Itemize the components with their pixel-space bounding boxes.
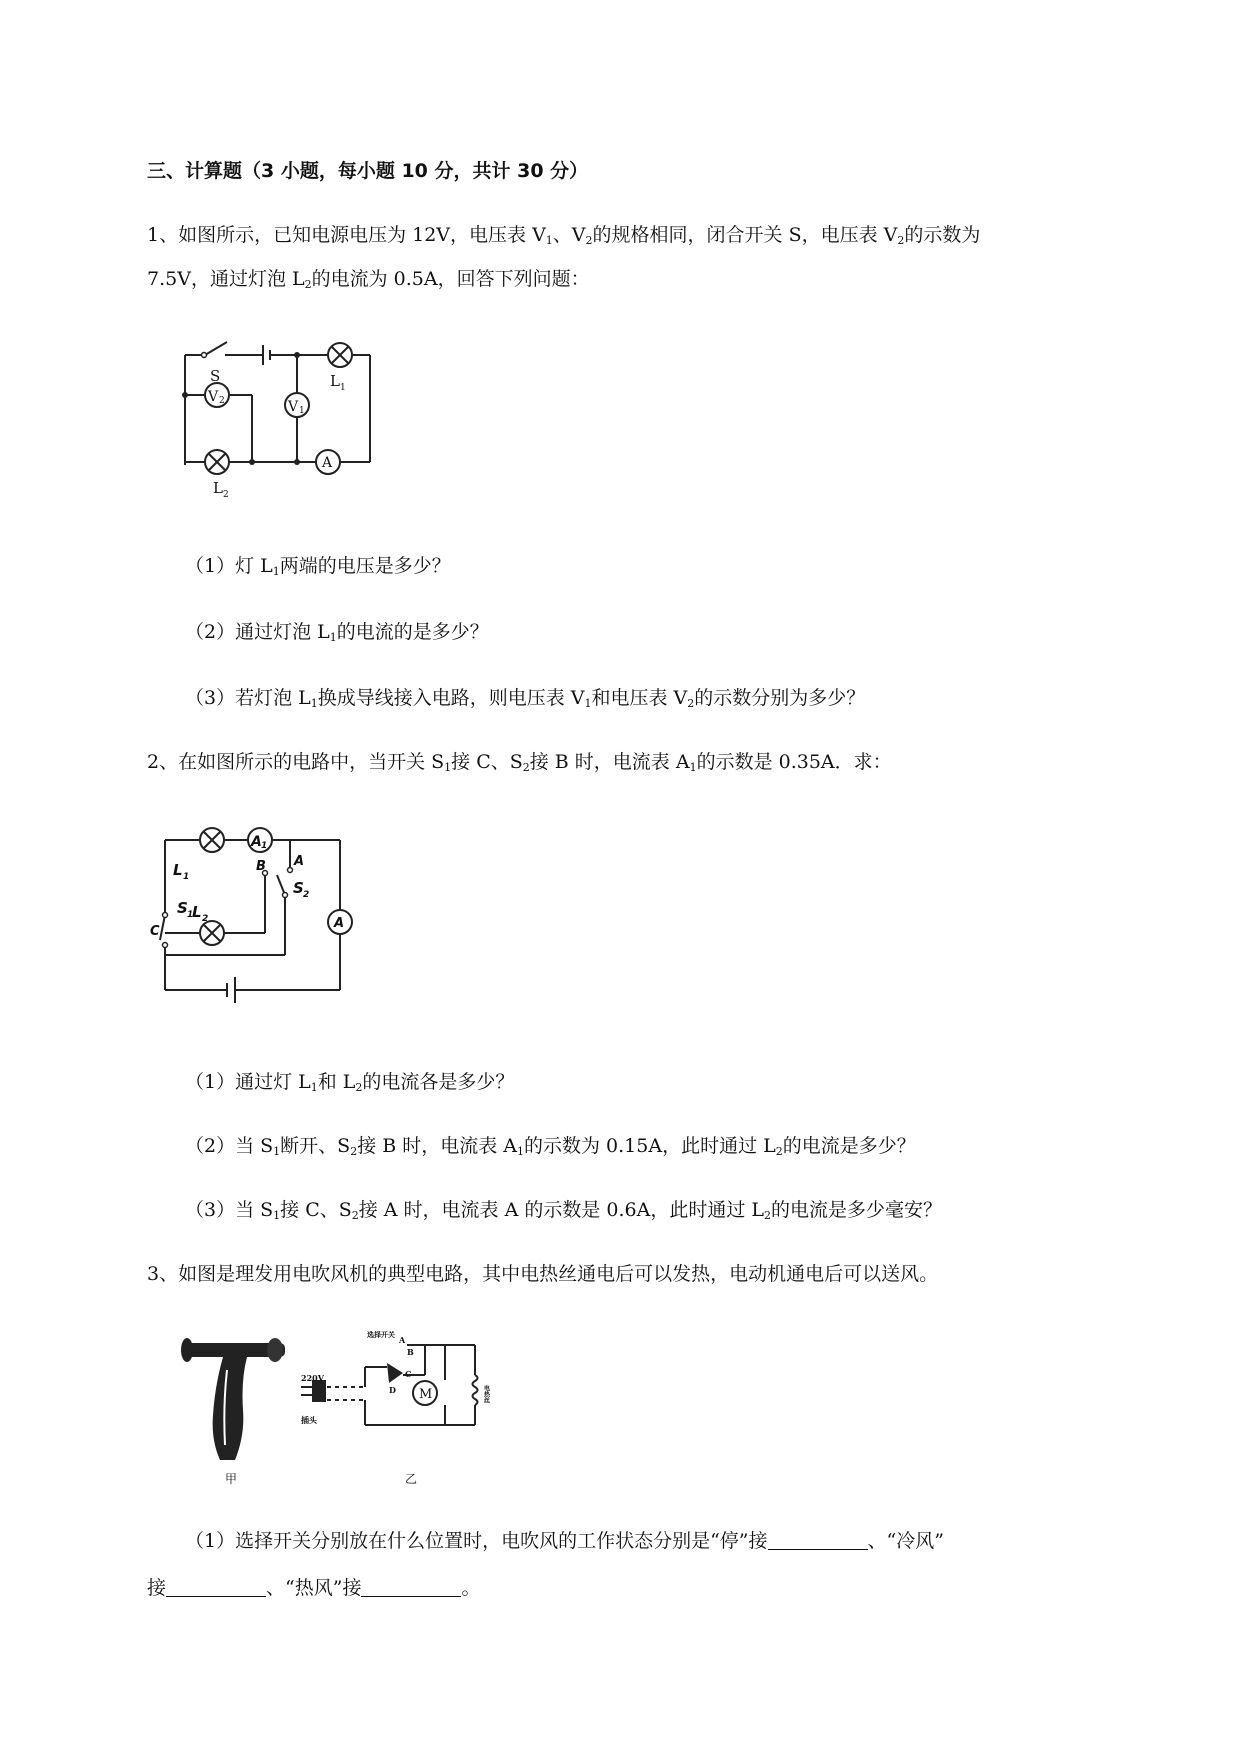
q3-part1-line1: （1）选择开关分别放在什么位置时，电吹风的工作状态分别是“停”接 、“冷风” bbox=[185, 1530, 944, 1552]
q3-part1-line2: 接 、“热风”接 。 bbox=[147, 1577, 481, 1599]
lamp-l2-icon bbox=[200, 921, 224, 945]
answer-blank-stop[interactable] bbox=[768, 1531, 868, 1550]
switch-label: 选择开关 bbox=[367, 1330, 395, 1339]
a1-label: A bbox=[251, 834, 262, 850]
l2-label: L bbox=[192, 903, 202, 921]
q2-circuit-diagram bbox=[150, 815, 360, 1015]
a-label: A bbox=[334, 916, 345, 931]
section-heading: 三、计算题（3 小题，每小题 10 分，共计 30 分） bbox=[147, 160, 589, 182]
caption-yi: 乙 bbox=[405, 1472, 418, 1485]
v2-label: V bbox=[208, 389, 219, 405]
svg-text:B: B bbox=[407, 1347, 414, 1357]
q1-part1: （1）灯 $L_1$两端的电压是多少？ bbox=[185, 555, 451, 578]
svg-text:C: C bbox=[405, 1369, 412, 1379]
lamp-l1-icon bbox=[328, 343, 352, 367]
svg-text:1: 1 bbox=[340, 383, 346, 393]
q2-part3: （3）当 $S_1$接 C、$S_2$接 A 时，电流表 A 的示数是 0.6A，此时通过 $L_2$的电流是多少毫安？ bbox=[185, 1199, 943, 1222]
q2-text-line1: 2、在如图所示的电路中，当开关 $S_1$接 C、$S_2$接 B 时，电流表 $A_1$的示数是 0.35A．求： bbox=[147, 751, 892, 774]
point-a-label: A bbox=[294, 854, 305, 869]
switch-label: S bbox=[210, 367, 221, 385]
s1-label: S bbox=[177, 899, 188, 917]
svg-text:1: 1 bbox=[183, 872, 190, 882]
l2-label: L bbox=[213, 479, 223, 497]
q1-circuit-diagram bbox=[175, 330, 385, 510]
svg-text:D: D bbox=[389, 1385, 396, 1395]
point-c-label: C bbox=[150, 924, 160, 939]
q2-part1: （1）通过灯 $L_1$和 $L_2$的电流各是多少？ bbox=[185, 1071, 515, 1094]
v1-label: V bbox=[288, 399, 299, 415]
q1-text-line2: 7.5V，通过灯泡 $L_2$的电流为 0.5A，回答下列问题： bbox=[147, 268, 590, 291]
s2-label: S bbox=[293, 879, 304, 897]
lamp-l2-icon bbox=[205, 450, 229, 474]
point-b-label: B bbox=[256, 859, 266, 874]
switch-contact bbox=[202, 353, 207, 358]
answer-blank-hot[interactable] bbox=[361, 1578, 461, 1597]
motor-label: M bbox=[419, 1387, 433, 1402]
ammeter-label: A bbox=[322, 455, 333, 471]
q2-part2: （2）当 $S_1$断开、$S_2$接 B 时，电流表 $A_1$的示数为 0.15A，此时通过 $L_2$的电流是多少？ bbox=[185, 1135, 916, 1158]
svg-text:2: 2 bbox=[219, 396, 225, 406]
l1-label: L bbox=[330, 372, 340, 390]
q1-part2: （2）通过灯泡 $L_1$的电流的是多少？ bbox=[185, 621, 489, 644]
hairdryer-icon bbox=[181, 1338, 285, 1460]
plug-label: 插头 bbox=[301, 1415, 317, 1425]
plug-voltage: 220V bbox=[301, 1373, 324, 1383]
answer-blank-cold[interactable] bbox=[166, 1578, 266, 1597]
q1-text-line1: 1、如图所示，已知电源电压为 12V，电压表 $V_1$、$V_2$的规格相同，闭合开关 S，电压表 $V_2$的示数为 bbox=[147, 224, 981, 247]
lamp-l1-icon bbox=[200, 828, 224, 852]
svg-text:1: 1 bbox=[261, 841, 268, 851]
svg-text:2: 2 bbox=[303, 890, 310, 900]
svg-text:1: 1 bbox=[187, 910, 194, 920]
q1-part3: （3）若灯泡 $L_1$换成导线接入电路，则电压表 $V_1$和电压表 $V_2$的示数分别为多少？ bbox=[185, 687, 866, 710]
svg-text:2: 2 bbox=[223, 490, 229, 500]
q3-hairdryer-figure bbox=[175, 1325, 515, 1485]
svg-text:A: A bbox=[399, 1335, 406, 1345]
heater-label: 电热丝 bbox=[482, 1385, 490, 1403]
svg-text:1: 1 bbox=[299, 406, 305, 416]
q3-text-line1: 3、如图是理发用电吹风机的典型电路，其中电热丝通电后可以发热，电动机通电后可以送风。 bbox=[147, 1263, 939, 1285]
l1-label: L bbox=[173, 861, 183, 879]
svg-text:2: 2 bbox=[202, 914, 209, 924]
caption-jia: 甲 bbox=[225, 1472, 238, 1485]
